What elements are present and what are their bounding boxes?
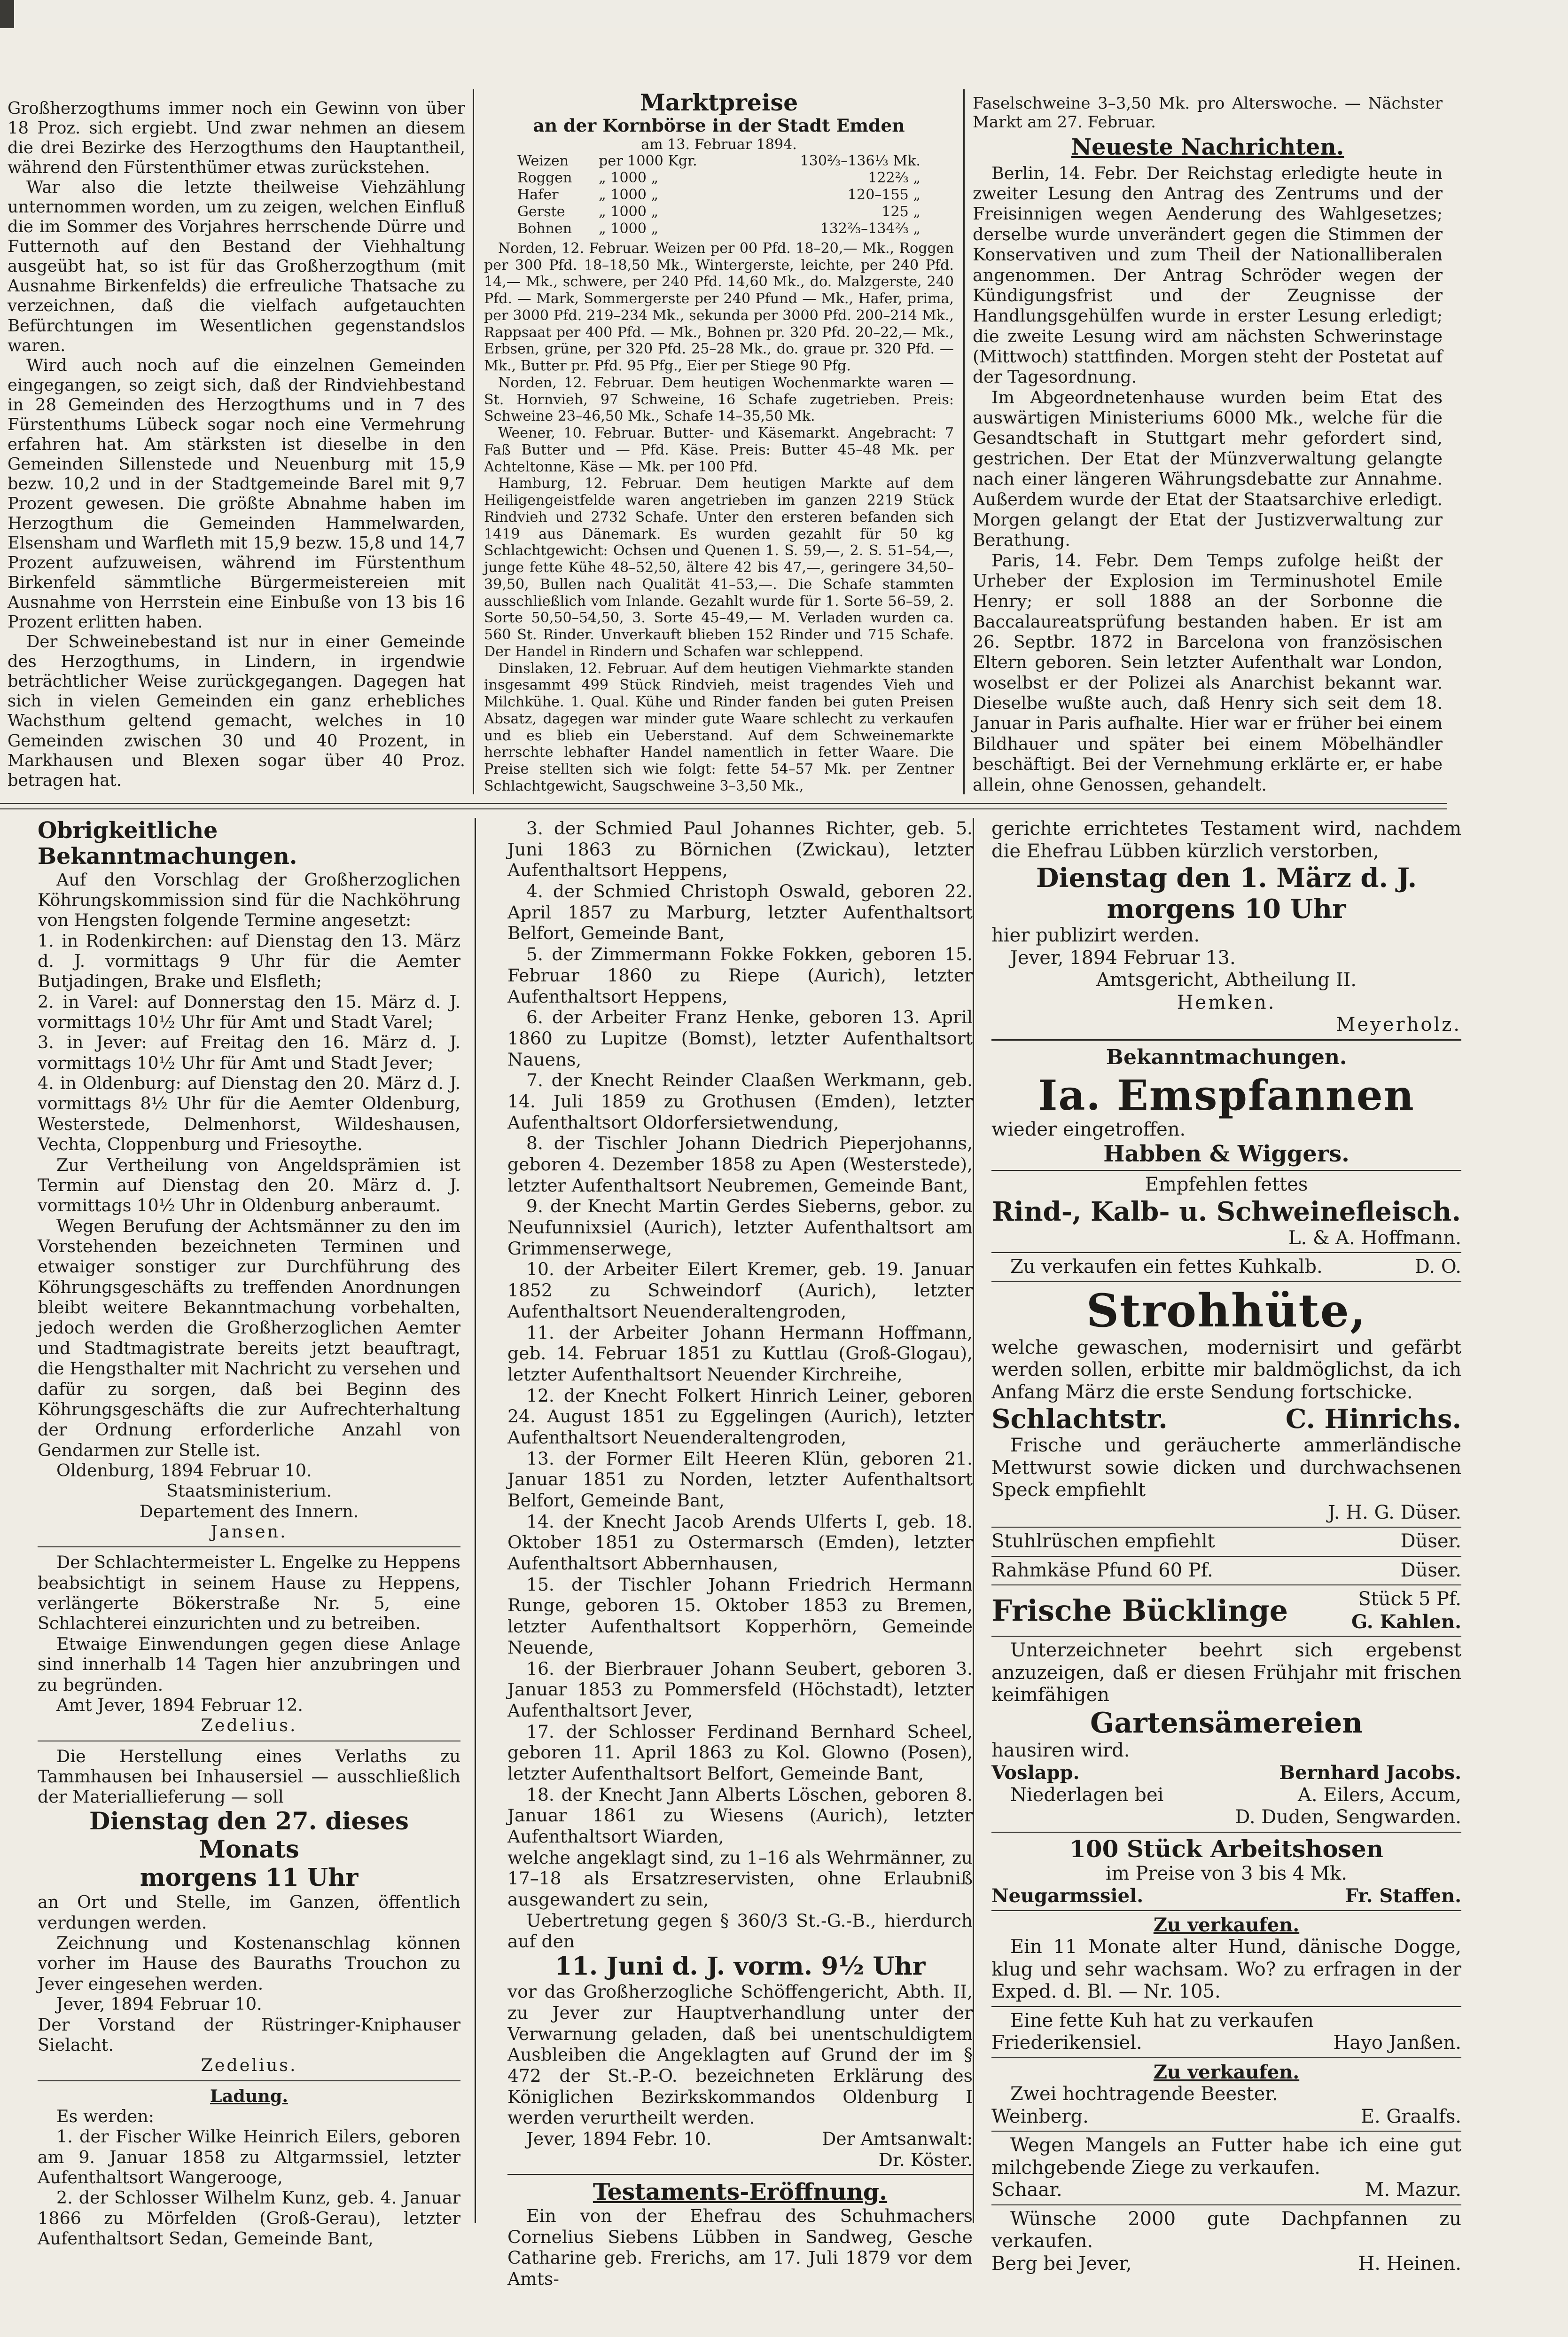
column-rule (473, 89, 474, 794)
paragraph: hier publizirt werden. (991, 925, 1200, 946)
list-item: 10. der Arbeiter Eilert Kremer, geb. 19. Januar 1852 zu Schweindorf (Aurich), letzter Aufenthaltsort Neuenderaltengroden, (507, 1259, 973, 1322)
paragraph: an Ort und Stelle, im Ganzen, öffentlich verdungen werden. (38, 1892, 460, 1933)
grain-price: 130⅔–136⅓ Mk. (800, 153, 921, 170)
market-subtitle: an der Kornbörse in der Stadt Emden (533, 115, 905, 136)
divider (991, 1910, 1461, 1911)
divider (991, 1281, 1461, 1282)
list-item: 13. der Former Eilt Heeren Klün, geboren 21. Januar 1851 zu Norden, letzter Aufenthaltsort Belfort, Gemeinde Bant, (507, 1448, 973, 1511)
news-title: Neueste Nachrichten. (1071, 134, 1344, 160)
ad-signature: H. Heinen. (1358, 2252, 1461, 2274)
list-item: 5. der Zimmermann Fokke Fokken, geboren 15. Februar 1860 zu Riepe (Aurich), letzter Aufenthaltsort Heppens, (507, 944, 973, 1007)
list-item: 17. der Schlosser Ferdinand Bernhard Scheel, geboren 11. April 1863 zu Kol. Glowno (Posen), letzter Aufenthaltsort Belfort, Gemeinde Bant, (507, 1721, 973, 1784)
paragraph: welche angeklagt sind, zu 1–16 als Wehrmänner, zu 17–18 als Ersatzreservisten, ohne Erlaubniß ausgewandert zu sein, (507, 1847, 973, 1910)
ad-text: welche gewaschen, modernisirt und gefärbt werden sollen, erbitte mir baldmöglichst, da ich Anfang März die erste Sendung fortschicke. (991, 1336, 1461, 1403)
ad-price: Stück 5 Pf. (1358, 1588, 1461, 1610)
column-rule (475, 818, 476, 2223)
signature-line: Jever, 1894 Februar 10. (56, 1994, 262, 2015)
paragraph: Großherzogthums immer noch ein Gewinn von über 18 Proz. sich ergiebt. Und zwar nehmen an diesem die drei Bezirke des Herzogthums den Hauptantheil, während den Fürstenthümer etwas zurückstehen. (8, 99, 465, 178)
trial-date: 11. Juni d. J. vorm. 9½ Uhr (554, 1952, 926, 1981)
ad-headline: Ia. Emspfannen (1038, 1070, 1415, 1120)
grain-price: 132⅔–134⅔ „ (820, 220, 921, 237)
divider (991, 1832, 1461, 1833)
ad-row (991, 1762, 1461, 1784)
market-date: am 13. Februar 1894. (641, 136, 797, 153)
grain-name: Roggen (517, 170, 572, 187)
ad-location: Voslapp. (991, 1762, 1080, 1784)
ad-signature: Düser. (1400, 1559, 1461, 1581)
grain-price: 120–155 „ (847, 187, 921, 204)
market-report: Norden, 12. Februar. Dem heutigen Wochenmarkte waren — St. Hornvieh, 97 Schweine, 16 Schafe zugetrieben. Preis: Schweine 23–46,50 Mk., Schafe 14–35,50 Mk. (484, 374, 954, 425)
grain-unit: „ 1000 „ (599, 187, 659, 204)
list-item: 8. der Tischler Johann Diedrich Pieperjohanns, geboren 4. Dezember 1858 zu Apen (Westerstede), letzter Aufenthaltsort Neubremen, Gemeinde Bant, (507, 1133, 973, 1196)
paragraph: Zeichnung und Kostenanschlag können vorher im Hause des Bauraths Trouchon zu Jever eingesehen werden. (38, 1933, 460, 1994)
ad-text: Ein 11 Monate alter Hund, dänische Dogge, klug und sehr wachsam. Wo? zu erfragen in der Exped. d. Bl. — Nr. 105. (991, 1936, 1461, 2002)
news-paragraph: Berlin, 14. Febr. Der Reichstag erledigte heute in zweiter Lesung den Antrag des Zentrums und der Freisinnigen wegen Aenderung des Wahlgesetzes; derselbe wurde unverändert gegen die Stimmen der Konservativen und zum Theil der Nationalliberalen angenommen. Der Antrag Schröder wegen der Kündigungsfrist und der Zeugnisse der Handlungsgehülfen wurde in erster Lesung erledigt; die zweite Lesung wird am nächsten Schwerinstage (Mittwoch) stattfinden. Morgen steht der Postetat auf der Tagesordnung. (973, 163, 1443, 387)
ad-text: Unterzeichneter beehrt sich ergebenst anzuzeigen, daß er diesen Frühjahr mit frischen keimfähigen (991, 1639, 1461, 1706)
column-news (973, 94, 1443, 795)
ad-row (991, 1588, 1461, 1633)
date-emphasis: Dienstag den 27. dieses Monats (89, 1807, 409, 1864)
ad-text: Wünsche 2000 gute Dachpfannen zu verkaufen. (991, 2208, 1461, 2252)
paragraph: Ein von der Ehefrau des Schuhmachers Cornelius Siebens Lübben in Sandweg, Gesche Catharine geb. Frerichs, am 17. Juli 1879 vor dem Amts- (507, 2205, 973, 2289)
divider (991, 2006, 1461, 2007)
time-emphasis: morgens 11 Uhr (140, 1864, 359, 1892)
divider (991, 2057, 1461, 2058)
ad-text: Empfehlen fettes (1145, 1174, 1308, 1195)
grain-name: Weizen (517, 153, 569, 170)
list-item: 16. der Bierbrauer Johann Seubert, geboren 3. Januar 1853 zu Pommersfeld (Höchstadt), letzter Aufenthaltsort Jever, (507, 1658, 973, 1721)
ad-text: Wegen Mangels an Futter habe ich eine gut milchgebende Ziege zu verkaufen. (991, 2134, 1461, 2179)
list-item: 4. der Schmied Christoph Oswald, geboren 22. April 1857 zu Marburg, letzter Aufenthaltsort Belfort, Gemeinde Bant, (507, 881, 973, 944)
paragraph: vor das Großherzogliche Schöffengericht, Abth. II, zu Jever zur Hauptverhandlung unter der Verwarnung geladen, daß bei unentschuldigtem Ausbleiben die Angeklagten auf Grund der im § 472 der St.-P.-O. bezeichneten Erklärung des Königlichen Bezirkskommandos Oldenburg I werden verurtheilt werden. (507, 1981, 973, 2128)
ad-signature: Bernhard Jacobs. (1279, 1762, 1461, 1784)
list-item: 1. in Rodenkirchen: auf Dienstag den 13. März d. J. vormittags 9 Uhr für die Aemter Butjadingen, Brake und Elsfleth; (38, 930, 460, 992)
column-bottom-middle (507, 818, 973, 2290)
ad-location: Berg bei Jever, (991, 2252, 1132, 2274)
signature-line: Amtsgericht, Abtheilung II. (1096, 969, 1357, 991)
paragraph: gerichte errichtetes Testament wird, nachdem die Ehefrau Lübben kürzlich verstorben, (991, 818, 1461, 862)
time-emphasis: morgens 10 Uhr (1107, 894, 1346, 925)
signature-row (507, 2128, 973, 2149)
paragraph: Wegen Berufung der Achtsmänner zu den im Vorstehenden bezeichneten Terminen und etwaiger sonstiger zur Durchführung des Köhrungsgeschäfts zu treffenden Anordnungen bleibt weitere Bekanntmachung vorbehalten, jedoch werden die Großherzoglichen Aemter und Stadtmagistrate bereits jetzt beauftragt, die Hengsthalter mit Nachricht zu versehen und dafür zu sorgen, daß bei Beginn des Köhrungsgeschäfts die zur Aufrechterhaltung der Ordnung erforderliche Anzahl von Gendarmen zur Stelle ist. (38, 1216, 460, 1460)
signature-name: Zedelius. (201, 2055, 297, 2076)
newspaper-page (0, 28, 1568, 2337)
ad-row (991, 1404, 1461, 1435)
ad-location: Weinberg. (991, 2105, 1089, 2127)
ad-text: Stuhlrüschen empfiehlt (991, 1530, 1215, 1552)
divider (991, 1556, 1461, 1557)
divider (38, 1546, 460, 1547)
ad-signature: A. Eilers, Accum, (1298, 1784, 1461, 1806)
divider (991, 2204, 1461, 2205)
ad-row (991, 1784, 1461, 1807)
ad-text: Zwei hochtragende Beester. (1010, 2083, 1278, 2105)
grain-unit: „ 1000 „ (599, 204, 659, 220)
ad-signature: D. O. (1414, 1256, 1461, 1278)
signature-name: Meyerholz. (1336, 1014, 1461, 1035)
ad-location: Schaar. (991, 2179, 1062, 2201)
ad-row (991, 2253, 1461, 2275)
signature-name: Hemken. (1177, 991, 1276, 1013)
list-item: 15. der Tischler Johann Friedrich Hermann Runge, geboren 15. Oktober 1853 zu Bremen, letzter Aufenthaltsort Kopperhörn, Gemeinde Neuende, (507, 1574, 973, 1658)
ad-signature: Düser. (1400, 1530, 1461, 1552)
paragraph: Es werden: (56, 2106, 155, 2126)
ad-title: Zu verkaufen. (1153, 2061, 1300, 2083)
grain-unit: „ 1000 „ (599, 170, 659, 187)
signature-name: Jansen. (211, 1521, 288, 1542)
grain-name: Hafer (517, 187, 559, 204)
ad-signature: M. Mazur. (1365, 2179, 1461, 2201)
paragraph: Etwaige Einwendungen gegen diese Anlage sind innerhalb 14 Tagen hier anzubringen und zu begründen. (38, 1633, 460, 1695)
market-report: Dinslaken, 12. Februar. Auf dem heutigen Viehmarkte standen insgesammt 499 Stück Rindvieh, meist tragendes Vieh und Milchkühe. 1. Qual. Kühe und Rinder fanden bei guten Preisen Absatz, dagegen war minder gute Waare schlecht zu verkaufen und es blieb ein Ueberstand. Auf dem Schweinemarkte herrschte lebhafter Handel namentlich in fetter Waare. Die Preise stellten sich wie folgt: fette 54–57 Mk. per Zentner Schlachtgewicht, Saugschweine 3–3,50 Mk., (484, 660, 954, 794)
signature-line: Der Amtsanwalt: (822, 2128, 973, 2149)
market-table (517, 153, 921, 237)
section-rule (0, 808, 1447, 809)
signature-line: Oldenburg, 1894 Februar 10. (56, 1460, 312, 1481)
market-report: Hamburg, 12. Februar. Dem heutigen Markte auf dem Heiligengeistfelde waren angetrieben im ganzen 2219 Stück Rindvieh und 2732 Schafe. Unter den ersteren befanden sich 1419 aus Dänemark. Es wurden gezahlt für 50 kg Schlachtgewicht: Ochsen und Quenen 1. S. 59,—, 2. S. 51–54,—, junge fette Kühe 48–52,50, ältere 42 bis 47,—, geringere 34,50–39,50, Bullen nach Qualität 41–53,—. Die Schafe stammten ausschließlich vom Inlande. Gezahlt wurde für 1. Sorte 56–59, 2. Sorte 50,50–54,50, 3. Sorte 45–49,— M. Verladen wurden ca. 560 St. Rinder. Unverkauft blieben 152 Rinder und 715 Schafe. Der Handel in Rindern und Schafen war schleppend. (484, 475, 954, 660)
table-row (517, 220, 921, 237)
ad-signature: Habben & Wiggers. (1103, 1141, 1350, 1167)
divider (991, 1252, 1461, 1253)
ad-text: Eine fette Kuh hat zu verkaufen (1010, 2009, 1314, 2031)
paragraph: Wird auch noch auf die einzelnen Gemeinden eingegangen, so zeigt sich, daß der Rindviehbestand in 28 Gemeinden des Herzogthums und in 7 des Fürstenthums Lübeck sogar noch eine Vermehrung erfahren hat. Am stärksten ist dieselbe in den Gemeinden Sillenstede und Neuenburg mit 15,9 bezw. 10,2 und in der Stadtgemeinde Barel mit 9,7 Prozent gewesen. Die größte Abnahme haben im Herzogthum die Gemeinden Hammelwarden, Elsensham und Warfleth mit 15,9 bezw. 15,8 und 14,7 Prozent aufzuweisen, während im Fürstenthum Birkenfeld sämmtliche Bürgermeistereien mit Ausnahme von Herrstein eine Einbuße von 13 bis 16 Prozent erlitten haben. (8, 355, 465, 632)
ad-signature: E. Graalfs. (1360, 2105, 1461, 2127)
grain-price: 125 „ (882, 204, 921, 220)
ad-text: wieder eingetroffen. (991, 1118, 1186, 1140)
list-item: 2. in Varel: auf Donnerstag den 15. März d. J. vormittags 10½ Uhr für Amt und Stadt Varel; (38, 991, 460, 1033)
column-bottom-left (38, 818, 460, 2249)
column-market-prices (484, 89, 954, 795)
market-title: Marktpreise (640, 89, 798, 116)
ad-text: hausiren wird. (991, 1739, 1130, 1761)
ad-headline: Rind-, Kalb- u. Schweinefleisch. (992, 1196, 1461, 1227)
announcements-title: Obrigkeitliche Bekanntmachungen. (38, 817, 297, 870)
paragraph: Der Schweinebestand ist nur in einer Gemeinde des Herzogthums, in Lindern, in irgendwie beträchtlicher Weise zurückgegangen. Dagegen hat sich in vielen Gemeinden ein ganz erhebliches Wachsthum geltend gemacht, welches in 10 Gemeinden zwischen 30 und 40 Prozent, in Markhausen und Blexen sogar über 40 Proz. betragen hat. (8, 632, 465, 790)
list-item: 1. der Fischer Wilke Heinrich Eilers, geboren am 9. Januar 1858 zu Altgarmssiel, letzter Aufenthaltsort Wangeroogе, (38, 2126, 460, 2188)
ad-text: Rahmkäse Pfund 60 Pf. (991, 1559, 1213, 1581)
list-item: 14. der Knecht Jacob Arends Ulferts I, geb. 18. Oktober 1851 zu Ostermarsch (Emden), letzter Aufenthaltsort Abbernhausen, (507, 1511, 973, 1574)
signature-line: Jever, 1894 Februar 13. (1010, 947, 1236, 969)
divider (991, 1527, 1461, 1528)
table-row (517, 170, 921, 187)
ad-headline: Strohhüte, (1086, 1284, 1367, 1337)
market-report: Weener, 10. Februar. Butter- und Käsemarkt. Angebracht: 7 Faß Butter und — Pfd. Käse. Preis: Butter 45–48 Mk. per Achteltonne, Käse — Mk. per 100 Pfd. (484, 425, 954, 475)
ad-row (991, 1560, 1461, 1582)
ad-row (991, 2106, 1461, 2128)
column-rule (973, 818, 974, 2223)
grain-unit: „ 1000 „ (599, 220, 659, 237)
news-paragraph: Paris, 14. Febr. Dem Temps zufolge heißt der Urheber der Explosion im Terminushotel Emile Henry; er soll 1888 an der Sorbonne die Baccalaureatsprüfung bestanden haben. Er ist am 26. Septbr. 1872 in Barcelona von französischen Eltern geboren. Sein letzter Aufenthalt war London, woselbst er der Polizei als Anarchist bekannt war. Dieselbe wußte auch, daß Henry sich seit dem 18. Januar in Paris aufhalte. Hier war er früher bei einem Bildhauer und später bei einem Möbelhändler beschäftigt. Bei der Vernehmung erklärte er, er habe allein, ohne Genossen, gehandelt. (973, 550, 1443, 795)
signature-name: Zedelius. (201, 1715, 297, 1736)
paragraph: War also die letzte theilweise Viehzählung unternommen worden, um zu zeigen, welchen Einfluß die im Sommer des Vorjahres herrschende Dürre und Futternoth auf den Bestand der Viehhaltung ausgeübt hat, so ist für das Großherzogthum (mit Ausnahme Birkenfelds) die erfreuliche Thatsache zu verzeichnen, daß die vielfach aufgetauchten Befürchtungen im Wesentlichen gegenstandslos waren. (8, 178, 465, 355)
list-item: 6. der Arbeiter Franz Henke, geboren 13. April 1860 zu Lupitze (Bomst), letzter Aufenthaltsort Nauens, (507, 1007, 973, 1070)
ad-signature: G. Kahlen. (1351, 1610, 1461, 1633)
signature-line: Der Vorstand der Rüstringer-Kniphauser Sielacht. (38, 2014, 460, 2055)
grain-price: 122⅔ „ (868, 170, 921, 187)
list-item: 9. der Knecht Martin Gerdes Sieberns, gebor. zu Neufunnixsiel (Aurich), letzter Aufenthaltsort am Grimmenserwege, (507, 1196, 973, 1259)
ad-headline: Frische Bücklinge (991, 1593, 1288, 1628)
ad-row (991, 1530, 1461, 1553)
news-paragraph: Im Abgeordnetenhause wurden beim Etat des auswärtigen Ministeriums 6000 Mk., welche für die Gesandtschaft in Stuttgart mehr gefordert sind, gestrichen. Der Etat der Münzverwaltung gelangte nach einer längeren Währungsdebatte zur Annahme. Außerdem wurde der Etat der Staatsarchive erledigt. Morgen gelangt der Etat der Justizverwaltung zur Berathung. (973, 387, 1443, 550)
ad-text: Frische und geräucherte ammerländische Mettwurst sowie dicken und durchwachsenen Speck empfiehlt (991, 1435, 1461, 1501)
ad-location: Friederikensiel. (991, 2032, 1142, 2054)
table-row (517, 153, 921, 170)
ads-title: Bekanntmachungen. (1106, 1045, 1347, 1069)
list-item: 18. der Knecht Jann Alberts Löschen, geboren 8. Januar 1861 zu Wiesens (Aurich), letzter Aufenthaltsort Wiarden, (507, 1784, 973, 1847)
testament-title: Testaments-Eröffnung. (593, 2178, 888, 2206)
column-ads (991, 818, 1461, 2275)
ad-signature: Fr. Staffen. (1345, 1885, 1461, 1907)
list-item: 3. der Schmied Paul Johannes Richter, geb. 5. Juni 1863 zu Börnichen (Zwickau), letzter Aufenthaltsort Heppens, (507, 818, 973, 881)
ad-text: Niederlagen bei (1010, 1784, 1164, 1806)
ad-signature: L. & A. Hoffmann. (1288, 1227, 1461, 1249)
ad-text: Zu verkaufen ein fettes Kuhkalb. (1010, 1256, 1323, 1278)
ad-row (991, 1256, 1461, 1278)
list-item: 4. in Oldenburg: auf Dienstag den 20. März d. J. vormittags 8½ Uhr für die Aemter Oldenburg, Westerstede, Delmenhorst, Wildeshausen, Vechta, Cloppenburg und Friesoythe. (38, 1073, 460, 1155)
paragraph: Der Schlachtermeister L. Engelke zu Heppens beabsichtigt in seinem Hause zu Heppens, verlängerte Bökerstraße Nr. 5, eine Schlachterei einzurichten und zu betreiben. (38, 1552, 460, 1634)
ad-location: Neugarmssiel. (991, 1885, 1144, 1907)
signature-line: Amt Jever, 1894 Februar 12. (56, 1694, 303, 1715)
ad-row (991, 1885, 1461, 1907)
signature-line: Jever, 1894 Febr. 10. (526, 2128, 712, 2149)
ad-title: Zu verkaufen. (1153, 1914, 1300, 1936)
ad-text: im Preise von 3 bis 4 Mk. (1106, 1862, 1347, 1884)
ad-row (991, 2179, 1461, 2202)
section-rule (991, 1039, 1461, 1041)
ad-location: Schlachtstr. (991, 1404, 1168, 1435)
market-continued: Faselschweine 3–3,50 Mk. pro Alterswoche. — Nächster Markt am 27. Februar. (973, 94, 1443, 132)
list-item: 11. der Arbeiter Johann Hermann Hoffmann, geb. 14. Februar 1851 zu Kuttlau (Groß-Glogau), letzter Aufenthaltsort Neuender Kirchreihe, (507, 1322, 973, 1385)
divider (991, 1636, 1461, 1637)
paragraph: Die Herstellung eines Verlaths zu Tammhausen bei Inhausersiel — ausschließlich der Materiallieferung — soll (38, 1746, 460, 1807)
ad-headline: 100 Stück Arbeitshosen (1069, 1835, 1383, 1863)
ad-row (991, 2032, 1461, 2055)
ad-signature: J. H. G. Düser. (1327, 1501, 1461, 1523)
signature-line: Departement des Innern. (139, 1501, 359, 1521)
paragraph: Zur Vertheilung von Angeldsprämien ist Termin auf Dienstag den 20. März d. J. vormittags 10½ Uhr in Oldenburg anberaumt. (38, 1154, 460, 1216)
divider (991, 2131, 1461, 2132)
list-item: 2. der Schlosser Wilhelm Kunz, geb. 4. Januar 1866 zu Mörfelden (Groß-Gerau), letzter Aufenthaltsort Sedan, Gemeinde Bant, (38, 2188, 460, 2249)
ad-block (1351, 1588, 1461, 1633)
divider (38, 2080, 460, 2081)
column-top-left (8, 99, 465, 791)
divider (991, 1170, 1461, 1171)
section-rule (0, 803, 1447, 804)
market-report: Norden, 12. Februar. Weizen per 00 Pfd. 18–20,— Mk., Roggen per 300 Pfd. 18–18,50 Mk., Wintergerste, leichte, per 240 Pfd. 14,— Mk., schwere, per 240 Pfd. 14,60 Mk., do. Malzgerste, 240 Pfd. — Mark, Sommergerste per 240 Pfund — Mk., Hafer, prima, per 3000 Pfd. 219–234 Mk., sekunda per 3000 Pfd. 200–214 Mk., Rappsaat per 400 Pfd. — Mk., Bohnen pr. 320 Pfd. 20–22,— Mk., Erbsen, grüne, per 320 Pfd. 25–28 Mk., do. graue pr. 320 Pfd. — Mk., Butter pr. Pfd. 95 Pfg., Eier per Stiege 90 Pfg. (484, 240, 954, 375)
ad-signature: C. Hinrichs. (1285, 1404, 1461, 1435)
signature-name: Dr. Köster. (878, 2149, 973, 2170)
table-row (517, 187, 921, 204)
list-item: 3. in Jever: auf Freitag den 16. März d. J. vormittags 10½ Uhr für Amt und Stadt Jever; (38, 1032, 460, 1073)
paragraph: Auf den Vorschlag der Großherzoglichen Köhrungskommission sind für die Nachköhrung von Hengsten folgende Termine angesetzt: (38, 869, 460, 931)
list-item: 7. der Knecht Reinder Claaßen Werkmann, geb. 14. Juli 1859 zu Grothusen (Emden), letzter Aufenthaltsort Oldorfersietwendung, (507, 1070, 973, 1133)
column-rule (963, 89, 965, 794)
ad-signature: Hayo Janßen. (1333, 2032, 1461, 2054)
table-row (517, 204, 921, 220)
ad-headline: Gartensämereien (1090, 1706, 1363, 1740)
ad-signature: D. Duden, Sengwarden. (1235, 1806, 1461, 1828)
list-item: 12. der Knecht Folkert Hinrich Leiner, geboren 24. August 1851 zu Eggelingen (Aurich), letzter Aufenthaltsort Neuenderaltengroden, (507, 1385, 973, 1448)
grain-name: Bohnen (517, 220, 572, 237)
divider (991, 1584, 1461, 1585)
divider (507, 2174, 973, 2175)
grain-unit: per 1000 Kgr. (599, 153, 697, 170)
grain-name: Gerste (517, 204, 565, 220)
signature-line: Staatsministerium. (166, 1481, 332, 1501)
date-emphasis: Dienstag den 1. März d. J. (1036, 863, 1417, 894)
paragraph: Uebertretung gegen § 360/3 St.-G.-B., hierdurch auf den (507, 1910, 973, 1952)
summons-title: Ladung. (210, 2086, 289, 2106)
